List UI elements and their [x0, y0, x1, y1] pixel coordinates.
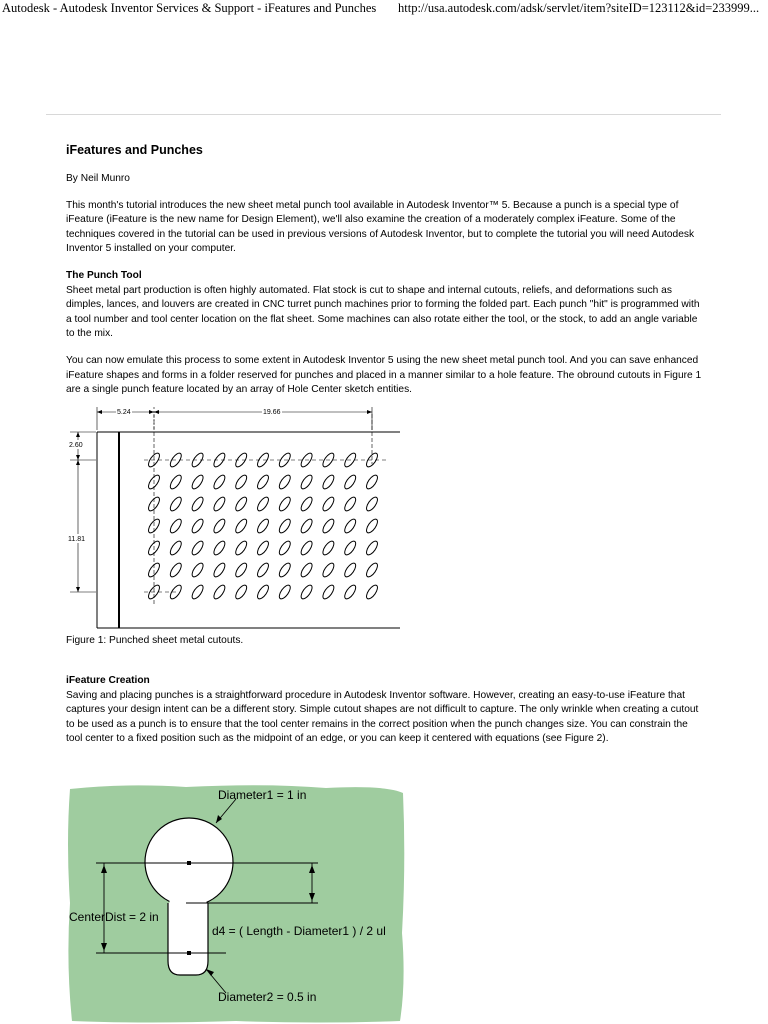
obround-slot [343, 583, 358, 600]
obround-slot [321, 561, 336, 578]
ifeature-paragraph: Saving and placing punches is a straightforward procedure in Autodesk Inventor software. However, creating an easy-to-use iFeature that captures your design intent can be a different story. Simple cutout shapes are not difficult to capture. The only wrinkle when creating a cutout to be used as a punch is to ensure that the tool center remains in the correct position when the punch changes size. You can constrain the tool center to a fixed position such as the midpoint of an edge, or you can keep it centered with equations (see Figure 2). [66, 689, 699, 745]
figure-1-punched-sheet [66, 404, 406, 630]
byline: By Neil Munro [66, 173, 130, 184]
obround-slot [277, 539, 292, 556]
obround-slot [234, 561, 249, 578]
article-title: iFeatures and Punches [66, 143, 203, 157]
obround-slot [255, 473, 270, 490]
obround-slot [343, 561, 358, 578]
obround-slot [212, 473, 227, 490]
print-header [0, 0, 768, 18]
page-url-header: http://usa.autodesk.com/adsk/servlet/item?siteID=123112&id=233999... [398, 1, 760, 15]
ifeature-section [66, 674, 706, 747]
obround-slot [277, 473, 292, 490]
obround-slot [343, 495, 358, 512]
dimension-arrows [76, 410, 372, 592]
obround-slot [212, 539, 227, 556]
obround-slot [234, 473, 249, 490]
obround-slot [212, 583, 227, 600]
obround-slot [343, 517, 358, 534]
obround-slot [255, 495, 270, 512]
label-centerdist: CenterDist = 2 in [69, 910, 159, 924]
obround-slot [343, 539, 358, 556]
obround-slot [255, 517, 270, 534]
obround-slot [255, 539, 270, 556]
obround-slot [190, 495, 205, 512]
obround-slot [234, 583, 249, 600]
section-heading-ifeature-creation: iFeature Creation [66, 675, 150, 686]
obround-slot [190, 561, 205, 578]
obround-slot [299, 495, 314, 512]
obround-slot [321, 495, 336, 512]
section-heading-punch-tool: The Punch Tool [66, 269, 142, 281]
obround-slot [321, 517, 336, 534]
obround-slot [212, 517, 227, 534]
obround-slot [212, 561, 227, 578]
obround-slot [277, 583, 292, 600]
obround-slot [234, 495, 249, 512]
obround-slot [321, 473, 336, 490]
obround-slot [234, 539, 249, 556]
obround-slot [364, 517, 379, 534]
obround-slot [364, 583, 379, 600]
punch-tool-paragraph-1: Sheet metal part production is often highly automated. Flat stock is cut to shape and internal cutouts, reliefs, and deformations such as dimples, lances, and louvers are created in CNC turret punch machines prior to forming the folded part. Each punch "hit" is programmed with a tool number and tool center location on the flat sheet. Some machines can also rotate either the tool, or the stock, to add an angle variable to the mix. [66, 284, 700, 340]
obround-slot [277, 495, 292, 512]
obround-slot [277, 517, 292, 534]
dim-19-66: 19.66 [263, 409, 281, 416]
obround-slot [168, 495, 183, 512]
obround-slot [321, 583, 336, 600]
obround-slot [299, 583, 314, 600]
obround-slot [364, 473, 379, 490]
obround-slot [299, 561, 314, 578]
obround-slot [234, 517, 249, 534]
obround-slot [190, 473, 205, 490]
obround-slot [190, 583, 205, 600]
obround-slot [168, 517, 183, 534]
dim-2-60: 2.60 [69, 442, 83, 449]
punch-tool-paragraph-2: You can now emulate this process to some extent in Autodesk Inventor 5 using the new sheet metal punch tool. And you can save enhanced iFeature shapes and forms in a folder reserved for punches and placed in a manner similar to a hole feature. The obround cutouts in Figure 1 are a single punch feature located by an array of Hole Center sketch entities. [66, 354, 702, 396]
obround-slot [168, 561, 183, 578]
figure-1-caption: Figure 1: Punched sheet metal cutouts. [66, 635, 244, 646]
obround-slot [364, 495, 379, 512]
dim-11-81: 11.81 [68, 536, 85, 543]
obround-slot [255, 583, 270, 600]
article-body [66, 142, 706, 398]
obround-slot [343, 473, 358, 490]
obround-slot [190, 517, 205, 534]
obround-slot [299, 473, 314, 490]
obround-slot [168, 473, 183, 490]
label-d4-equation: d4 = ( Length - Diameter1 ) / 2 ul [212, 924, 386, 938]
figure-2-punch-equations [66, 783, 406, 1024]
label-diameter2: Diameter2 = 0.5 in [218, 990, 317, 1004]
intro-paragraph: This month's tutorial introduces the new sheet metal punch tool available in Autodesk Inventor™ 5. Because a punch is a special type of iFeature (iFeature is the new name for Design Element), we'll also examine the creation of a moderately complex iFeature. Some of the techniques covered in the tutorial can be used in previous versions of Autodesk Inventor, but to complete the tutorial you will need Autodesk Inventor 5 installed on your computer. [66, 199, 695, 255]
obround-slot [299, 539, 314, 556]
obround-slot [364, 539, 379, 556]
obround-slot [168, 539, 183, 556]
dim-5-24: 5.24 [117, 409, 131, 416]
obround-slot [212, 495, 227, 512]
label-diameter1: Diameter1 = 1 in [218, 788, 307, 802]
divider [46, 114, 721, 115]
obround-slot [321, 539, 336, 556]
obround-slot [190, 539, 205, 556]
page-title-header: Autodesk - Autodesk Inventor Services & Support - iFeatures and Punches [2, 1, 377, 15]
green-background [68, 785, 404, 1022]
obround-slot [299, 517, 314, 534]
obround-cutout-array [146, 451, 379, 600]
obround-slot [277, 561, 292, 578]
obround-slot [364, 561, 379, 578]
obround-slot [255, 561, 270, 578]
